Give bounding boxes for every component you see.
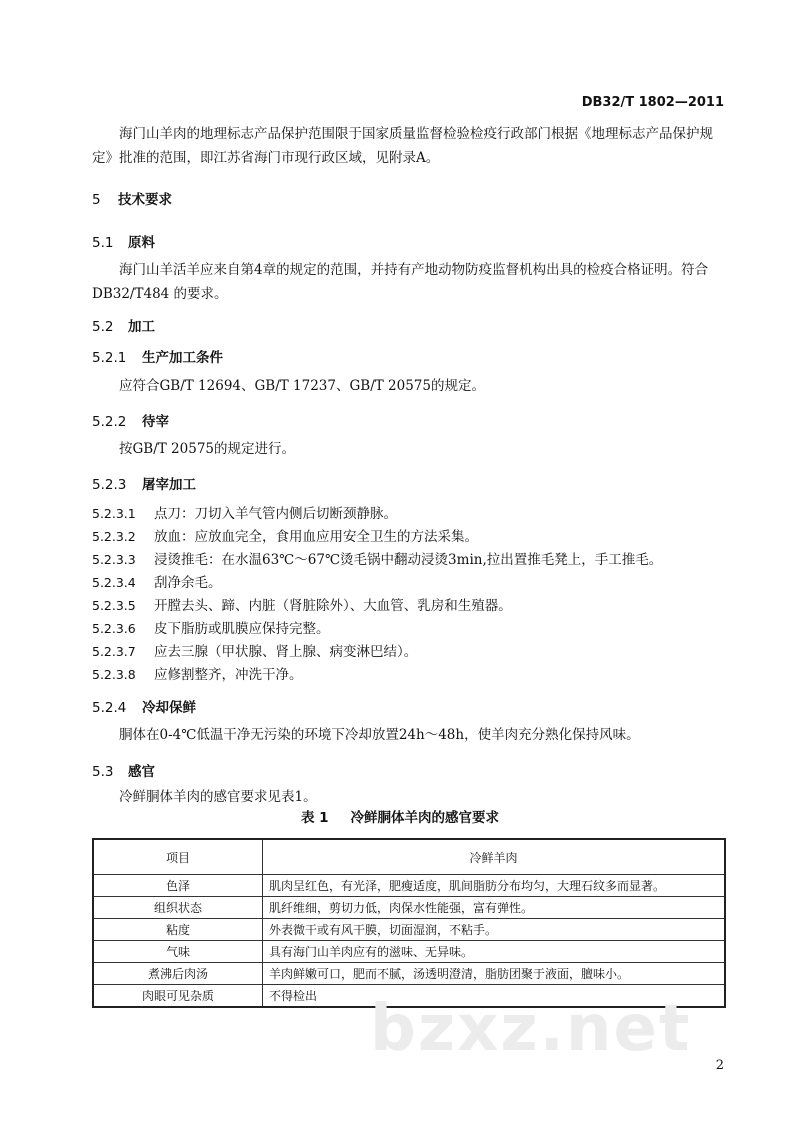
list-item bbox=[92, 502, 397, 522]
item-text: 皮下脂肪或肌膜应保持完整。 bbox=[154, 621, 330, 637]
table-cell: 肌纤维细，剪切力低，肉保水性能强，富有弹性。 bbox=[263, 897, 726, 919]
scope-paragraph: 海门山羊肉的地理标志产品保护范围限于国家质量监督检验检疫行政部门根据《地理标志产品保护规定》批准的范围，即江苏省海门市现行政区域，见附录A。 bbox=[92, 126, 713, 166]
list-item bbox=[92, 594, 512, 614]
section-number: 5.3 bbox=[92, 764, 114, 780]
table-title: 冷鲜胴体羊肉的感官要求 bbox=[350, 810, 500, 826]
section-number: 5.2.3 bbox=[92, 477, 127, 493]
section-title: 冷却保鲜 bbox=[142, 700, 196, 716]
item-number: 5.2.3.7 bbox=[92, 644, 136, 659]
table-row bbox=[93, 963, 725, 985]
item-number: 5.2.3.4 bbox=[92, 575, 136, 590]
table-row bbox=[93, 897, 725, 919]
list-item bbox=[92, 548, 662, 568]
item-text: 应去三腺（甲状腺、肾上腺、病变淋巴结）。 bbox=[154, 644, 418, 660]
table-number: 表 1 bbox=[300, 810, 329, 826]
item-text: 开膛去头、蹄、内脏（肾脏除外）、大血管、乳房和生殖器。 bbox=[154, 598, 512, 614]
section-number: 5.2.4 bbox=[92, 700, 127, 716]
table-cell: 肌肉呈红色，有光泽，肥瘦适度，肌间脂肪分布均匀，大理石纹多而显著。 bbox=[263, 875, 726, 897]
item-text: 放血：应放血完全，食用血应用安全卫生的方法采集。 bbox=[154, 529, 478, 545]
section-title: 原料 bbox=[128, 235, 155, 251]
section-number: 5.2.1 bbox=[92, 350, 127, 366]
section-5-heading bbox=[92, 188, 172, 208]
section-number: 5.1 bbox=[92, 235, 114, 251]
section-5-2-1-heading bbox=[92, 346, 223, 366]
table-cell: 组织状态 bbox=[93, 897, 263, 919]
section-5-2-heading bbox=[92, 315, 155, 335]
table-cell: 肉眼可见杂质 bbox=[93, 985, 263, 1008]
table-cell: 外表微干或有风干膜，切面湿润，不粘手。 bbox=[263, 919, 726, 941]
item-number: 5.2.3.1 bbox=[92, 506, 136, 521]
section-number: 5 bbox=[92, 192, 101, 208]
table-cell: 色泽 bbox=[93, 875, 263, 897]
section-title: 感官 bbox=[128, 764, 155, 780]
table-cell: 羊肉鲜嫩可口，肥而不腻，汤透明澄清，脂肪团聚于液面，膻味小。 bbox=[263, 963, 726, 985]
list-item bbox=[92, 640, 417, 660]
section-title: 加工 bbox=[128, 319, 155, 335]
sensory-text: 冷鲜胴体羊肉的感官要求见表1。 bbox=[119, 789, 317, 805]
list-item bbox=[92, 663, 303, 683]
processing-conditions-text: 应符合GB/T 12694、GB/T 17237、GB/T 20575的规定。 bbox=[119, 378, 485, 394]
item-number: 5.2.3.8 bbox=[92, 667, 136, 682]
table-cell: 不得检出 bbox=[263, 985, 726, 1008]
table-cell: 气味 bbox=[93, 941, 263, 963]
table-row bbox=[93, 941, 725, 963]
section-title: 屠宰加工 bbox=[142, 477, 196, 493]
document-code: DB32/T 1802—2011 bbox=[581, 95, 724, 110]
item-text: 刮净余毛。 bbox=[154, 575, 222, 591]
column-header-fresh-mutton: 冷鲜羊肉 bbox=[263, 839, 726, 875]
section-5-2-2-heading bbox=[92, 410, 169, 430]
list-item bbox=[92, 617, 330, 637]
section-5-2-4-heading bbox=[92, 696, 196, 716]
list-item bbox=[92, 571, 222, 591]
table-cell: 具有海门山羊肉应有的滋味、无异味。 bbox=[263, 941, 726, 963]
item-text: 浸烫推毛：在水温63℃～67℃烫毛锅中翻动浸烫3min,拉出置推毛凳上，手工推毛。 bbox=[154, 552, 663, 568]
table-caption bbox=[0, 806, 800, 826]
section-5-1-heading bbox=[92, 231, 155, 251]
column-header-item: 项目 bbox=[93, 839, 263, 875]
page-number: 2 bbox=[715, 1058, 724, 1073]
item-number: 5.2.3.5 bbox=[92, 598, 136, 613]
watermark: bzxz.net bbox=[370, 992, 692, 1066]
item-number: 5.2.3.3 bbox=[92, 552, 136, 567]
cooling-text: 胴体在0-4℃低温干净无污染的环境下冷却放置24h～48h，使羊肉充分熟化保持风味。 bbox=[119, 727, 640, 743]
section-5-2-3-heading bbox=[92, 473, 196, 493]
item-text: 应修割整齐，冲洗干净。 bbox=[154, 667, 303, 683]
item-number: 5.2.3.6 bbox=[92, 621, 136, 636]
section-5-3-heading bbox=[92, 760, 155, 780]
section-number: 5.2 bbox=[92, 319, 114, 335]
sensory-requirements-table bbox=[92, 838, 726, 1008]
waiting-slaughter-text: 按GB/T 20575的规定进行。 bbox=[119, 441, 295, 457]
table-row bbox=[93, 875, 725, 897]
raw-material-paragraph: 海门山羊活羊应来自第4章的规定的范围，并持有产地动物防疫监督机构出具的检疫合格证明。符合DB32/T484 的要求。 bbox=[92, 262, 709, 302]
list-item bbox=[92, 525, 478, 545]
table-cell: 粘度 bbox=[93, 919, 263, 941]
table-cell: 煮沸后肉汤 bbox=[93, 963, 263, 985]
table-header-row bbox=[93, 839, 725, 875]
table-row bbox=[93, 919, 725, 941]
item-text: 点刀：刀切入羊气管内侧后切断颈静脉。 bbox=[154, 506, 397, 522]
section-number: 5.2.2 bbox=[92, 414, 127, 430]
item-number: 5.2.3.2 bbox=[92, 529, 136, 544]
section-title: 技术要求 bbox=[118, 192, 172, 208]
section-title: 待宰 bbox=[142, 414, 169, 430]
section-title: 生产加工条件 bbox=[142, 350, 223, 366]
